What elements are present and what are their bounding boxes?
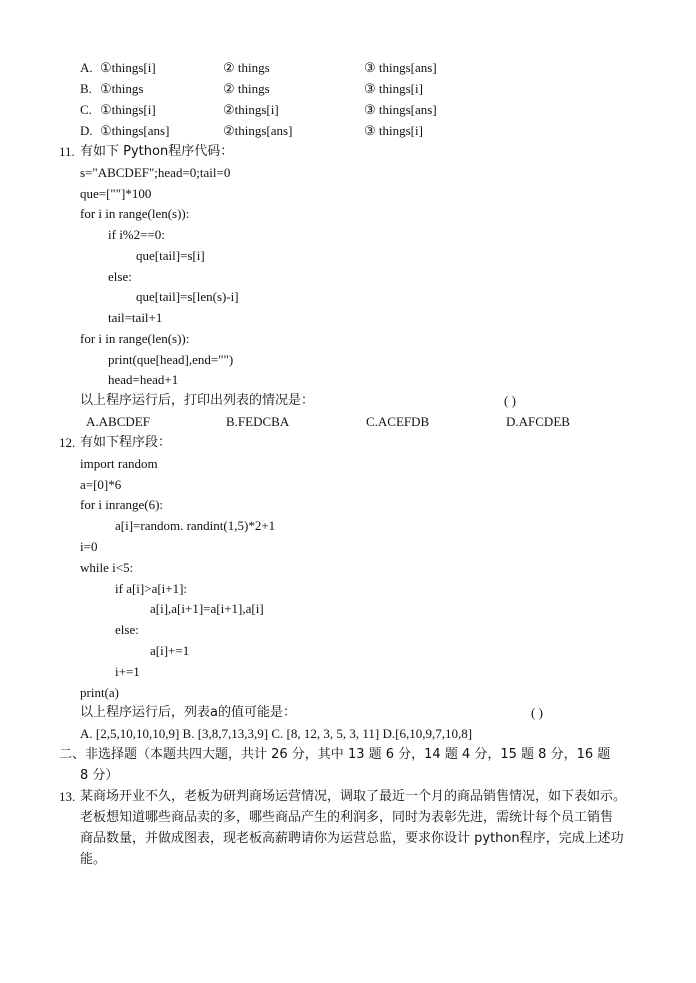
q13-line-4: 能。 — [80, 852, 107, 867]
q11-option-c: C.ACEFDB — [366, 414, 430, 429]
q12-code-line: a[i]=random. randint(1,5)*2+1 — [115, 518, 276, 533]
q12-code-line: if a[i]>a[i+1]: — [115, 581, 188, 596]
q10-option-a-label: A. — [80, 60, 93, 75]
q11-option-a: A.ABCDEF — [86, 414, 150, 429]
q12-code-line: import random — [80, 456, 158, 471]
q10-option-d-label: D. — [80, 123, 93, 138]
q12-code-line: while i<5: — [80, 560, 134, 575]
q13-line-3: 商品数量，并做成图表，现老板高薪聘请你为运营总监，要求你设计 python程序，完成上述功 — [80, 831, 624, 846]
q10-option-c-c2: ②things[i] — [223, 102, 279, 117]
section-2-line-1: 二、非选择题（本题共四大题，共计 26 分，其中 13 题 6 分，14 题 4 分，15 题 8 分，16 题 — [59, 747, 611, 762]
q10-option-b-c2: ② things — [223, 81, 270, 96]
q10-option-c-c1: ①things[i] — [100, 102, 156, 117]
q12-options: A. [2,5,10,10,10,9] B. [3,8,7,13,3,9] C. [8, 12, 3, 5, 3, 11] D.[6,10,9,7,10,8] — [80, 726, 473, 741]
section-2-line-2: 8 分） — [80, 768, 119, 783]
q10-option-a-c2: ② things — [223, 60, 270, 75]
q11-code-line: for i in range(len(s)): — [80, 206, 190, 221]
q13-line-2: 老板想知道哪些商品卖的多，哪些商品产生的利润多，同时为表彰先进，需统计每个员工销售 — [80, 810, 614, 825]
q12-number: 12. — [59, 435, 76, 450]
q12-code-line: a=[0]*6 — [80, 477, 122, 492]
q10-option-c-c3: ③ things[ans] — [364, 102, 437, 117]
q12-code-line: print(a) — [80, 685, 119, 700]
q12-code-line: else: — [115, 622, 139, 637]
q10-option-b-c3: ③ things[i] — [364, 81, 423, 96]
q12-stem: 有如下程序段： — [80, 435, 172, 450]
q12-code-line: a[i],a[i+1]=a[i+1],a[i] — [150, 601, 264, 616]
q11-code-line: que[tail]=s[len(s)-i] — [136, 289, 239, 304]
q10-option-d-c2: ②things[ans] — [223, 123, 293, 138]
q11-answer-paren: ( ) — [504, 393, 516, 408]
q11-code-line: que[tail]=s[i] — [136, 248, 205, 263]
q11-code-line: if i%2==0: — [108, 227, 165, 242]
q11-prompt: 以上程序运行后，打印出列表的情况是： — [80, 393, 315, 408]
q12-code-line: i+=1 — [115, 664, 140, 679]
q11-option-d: D.AFCDEB — [506, 414, 570, 429]
q12-answer-paren: ( ) — [531, 705, 543, 720]
q11-number: 11. — [59, 144, 75, 159]
q11-code-line: tail=tail+1 — [108, 310, 163, 325]
q10-option-d-c1: ①things[ans] — [100, 123, 170, 138]
q11-code-line: head=head+1 — [108, 372, 179, 387]
q12-code-line: a[i]+=1 — [150, 643, 190, 658]
q11-code-line: else: — [108, 269, 132, 284]
q10-option-a-c3: ③ things[ans] — [364, 60, 437, 75]
q12-code-line: i=0 — [80, 539, 98, 554]
q11-option-b: B.FEDCBA — [226, 414, 290, 429]
q10-option-b-c1: ①things — [100, 81, 144, 96]
q11-code-line: for i in range(len(s)): — [80, 331, 190, 346]
q10-option-d-c3: ③ things[i] — [364, 123, 423, 138]
q12-code-line: for i inrange(6): — [80, 497, 164, 512]
q11-code-line: que=[""]*100 — [80, 186, 152, 201]
q11-code-line: print(que[head],end="") — [108, 352, 234, 367]
q10-option-c-label: C. — [80, 102, 92, 117]
q12-prompt: 以上程序运行后，列表a的值可能是： — [80, 705, 296, 720]
q13-line-1: 某商场开业不久，老板为研判商场运营情况，调取了最近一个月的商品销售情况，如下表如示。 — [80, 789, 627, 804]
q11-stem: 有如下 Python程序代码： — [80, 144, 234, 159]
q13-number: 13. — [59, 789, 76, 804]
q10-option-a-c1: ①things[i] — [100, 60, 156, 75]
q11-code-line: s="ABCDEF";head=0;tail=0 — [80, 165, 231, 180]
q10-option-b-label: B. — [80, 81, 92, 96]
